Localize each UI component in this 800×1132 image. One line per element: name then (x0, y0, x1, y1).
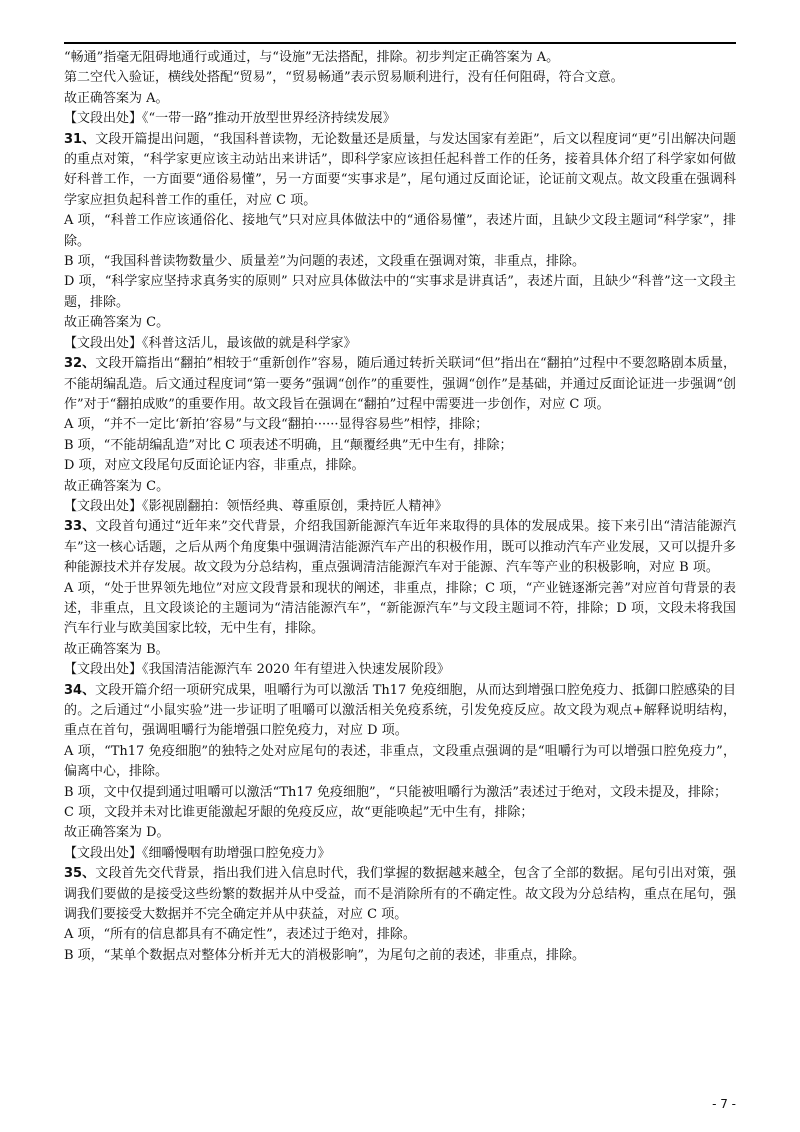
paragraph-text: 文段首先交代背景，指出我们进入信息时代，我们掌握的数据越来越全，包含了全部的数据。尾句引出对策，强调我们要做的是接受这些纷繁的数据并从中受益，而不是消除所有的不确定性。故文段为分总结构，重点在尾句，强调我们要接受大数据并不完全确定并从中获益，对应 C 项。 (64, 866, 736, 923)
paragraph-text: 第二空代入验证，横线处搭配“贸易”，“贸易畅通”表示贸易顺利进行，没有任何阻碍，符合文意。 (64, 70, 624, 86)
source-line (64, 660, 736, 680)
option-analysis (64, 946, 736, 966)
paragraph-text: A 项，“科普工作应该通俗化、接地气”只对应具体做法中的“通俗易懂”，表述片面，且缺少文段主题词“科学家”，排除。 (64, 213, 736, 249)
paragraph-text: 【文段出处】《细嚼慢咽有助增强口腔免疫力》 (64, 845, 331, 861)
paragraph-text: C 项，文段并未对比谁更能激起牙龈的免疫反应，故“更能唤起”无中生有，排除； (64, 805, 534, 821)
option-analysis (64, 272, 736, 313)
paragraph-text: 文段开篇指出“翻拍”相较于“重新创作”容易，随后通过转折关联词“但”指出在“翻拍”过程中不要忽略剧本质量，不能胡编乱造。后文通过程度词“第一要务”强调“创作”的重要性，强调“创作”是基础，并通过反面论证进一步强调“创作”对于“翻拍成败”的重要作用。故文段旨在强调在“翻拍”过程中需要进一步创作，对应 C 项。 (64, 356, 737, 412)
question-paragraph (64, 681, 736, 742)
option-analysis (64, 252, 736, 272)
paragraph-text: B 项，“某单个数据点对整体分析并无大的消极影响”，为尾句之前的表述，非重点，排除。 (64, 947, 585, 963)
paragraph-text: 文段首句通过“近年来”交代背景，介绍我国新能源汽车近年来取得的具体的发展成果。接下来引出“清洁能源汽车”这一核心话题，之后从两个角度集中强调清洁能源汽车产出的积极作用，既可以推动汽车产业发展，又可以提升多种能源技术并存发展。故文段为分总结构，重点强调清洁能源汽车对于能源、汽车等产业的积极影响，对应 B 项。 (64, 519, 736, 576)
paragraph-text: D 项，对应文段尾句反面论证内容，非重点，排除。 (64, 458, 365, 474)
question-number: 33、 (64, 519, 96, 535)
source-line (64, 109, 736, 129)
paragraph-text: B 项，“不能胡编乱造”对比 C 项表述不明确，且“颠覆经典”无中生有，排除； (64, 437, 513, 453)
answer-line (64, 477, 736, 497)
question-number: 32、 (64, 356, 96, 372)
question-paragraph (64, 517, 736, 578)
paragraph-text: B 项，文中仅提到通过咀嚼可以激活“Th17 免疫细胞”，“只能被咀嚼行为激活”表述过于绝对，文段未提及，排除； (64, 784, 727, 800)
question-paragraph (64, 130, 736, 212)
question-paragraph (64, 354, 736, 415)
option-analysis (64, 211, 736, 252)
paragraph-text: A 项，“并不一定比‘新拍’容易”与文段“翻拍······显得容易些”相悖，排除； (64, 417, 489, 433)
paragraph-text: 【文段出处】《科普这活儿，最该做的就是科学家》 (64, 335, 357, 351)
paragraph-text: A 项，“处于世界领先地位”对应文段背景和现状的阐述，非重点，排除；C 项，“产业链逐渐完善”对应首句背景的表述，非重点，且文段谈论的主题词为“清洁能源汽车”，“新能源汽车”与文段主题词不符，排除；D 项，文段未将我国汽车行业与欧美国家比较，无中生有，排除。 (64, 580, 736, 637)
paragraph-text: “畅通”指毫无阻碍地通行或通过，与“设施”无法搭配，排除。初步判定正确答案为 A。 (64, 50, 560, 65)
paragraph-text: A 项，“所有的信息都具有不确定性”，表述过于绝对，排除。 (64, 927, 416, 943)
answer-line (64, 823, 736, 843)
paragraph-text: 【文段出处】《我国清洁能源汽车 2020 年有望进入快速发展阶段》 (64, 662, 450, 678)
paragraph-text: 故正确答案为 B。 (64, 641, 169, 657)
paragraph-text: 故正确答案为 C。 (64, 315, 170, 331)
question-number: 31、 (64, 131, 96, 147)
paragraph-text: 【文段出处】《“一带一路”推动开放型世界经济持续发展》 (64, 111, 396, 127)
header-rule (64, 42, 736, 44)
paragraph-text: 故正确答案为 C。 (64, 478, 170, 494)
paragraph-text: 【文段出处】《影视剧翻拍：领悟经典、尊重原创，秉持匠人精神》 (64, 498, 448, 514)
question-paragraph (64, 864, 736, 925)
paragraph-text: 文段开篇提出问题，“我国科普读物，无论数量还是质量，与发达国家有差距”，后文以程度词“更”引出解决问题的重点对策，“科学家更应该主动站出来讲话”，即科学家应该担任起科普工作的任务，接着具体介绍了科学家如何做好科普工作，一方面要“通俗易懂”，另一方面要“实事求是”，尾句通过反面论证，论证前文观点。故文段重在强调科学家应担负起科普工作的重任，对应 C 项。 (64, 131, 736, 208)
option-analysis (64, 925, 736, 945)
answer-explanations (64, 48, 736, 966)
option-analysis (64, 742, 736, 783)
question-number: 34、 (64, 682, 96, 698)
option-analysis (64, 579, 736, 640)
answer-line (64, 640, 736, 660)
paragraph-text: A 项，“Th17 免疫细胞”的独特之处对应尾句的表述，非重点，文段重点强调的是“咀嚼行为可以增强口腔免疫力”，偏离中心，排除。 (64, 743, 736, 780)
option-analysis (64, 783, 736, 803)
paragraph-text: 故正确答案为 A。 (64, 90, 169, 106)
source-line (64, 844, 736, 864)
answer-line (64, 89, 736, 109)
paragraph-text: 故正确答案为 D。 (64, 825, 170, 841)
answer-line (64, 313, 736, 333)
option-analysis (64, 803, 736, 823)
paragraph-text: 文段开篇介绍一项研究成果，咀嚼行为可以激活 Th17 免疫细胞，从而达到增强口腔免疫力、抵御口腔感染的目的。之后通过“小鼠实验”进一步证明了咀嚼可以激活相关免疫系统，引发免疫反应。故文段为观点+解释说明结构，重点在首句，强调咀嚼行为能增强口腔免疫力，对应 D 项。 (64, 682, 736, 739)
option-analysis (64, 456, 736, 476)
paragraph (64, 68, 736, 88)
page-number: - 7 - (712, 1097, 736, 1111)
option-analysis (64, 436, 736, 456)
source-line (64, 334, 736, 354)
paragraph-text: D 项，“科学家应坚持求真务实的原则” 只对应具体做法中的“实事求是讲真话”，表述片面，且缺少“科普”这一文段主题，排除。 (64, 274, 736, 310)
question-number: 35、 (64, 866, 96, 882)
paragraph (64, 48, 736, 68)
option-analysis (64, 415, 736, 435)
paragraph-text: B 项，“我国科普读物数量少、质量差”为问题的表述，文段重在强调对策，非重点，排除。 (64, 254, 585, 270)
source-line (64, 497, 736, 517)
